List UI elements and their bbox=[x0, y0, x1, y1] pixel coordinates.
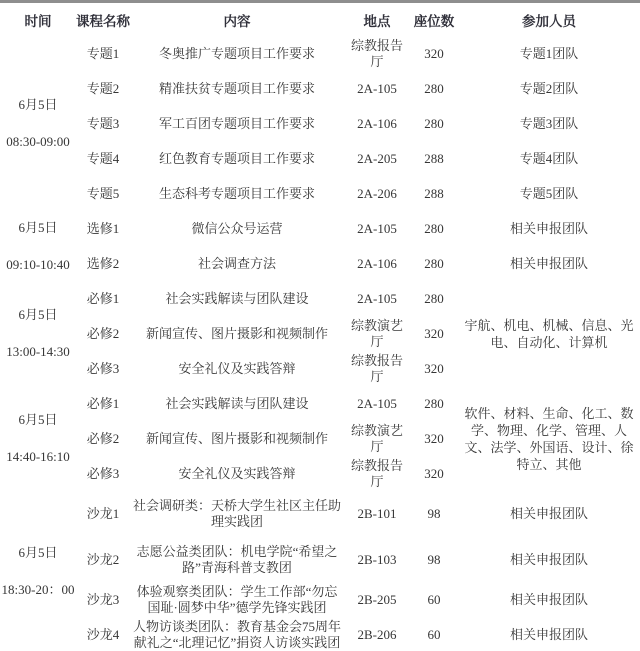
time-range-label: 08:30-09:00 bbox=[6, 134, 70, 149]
schedule-row bbox=[0, 141, 640, 176]
time-cell bbox=[0, 491, 76, 651]
location-cell: 2B-101 bbox=[357, 506, 397, 521]
seats-cell: 280 bbox=[424, 115, 444, 131]
course-cell: 必修2 bbox=[86, 430, 120, 446]
schedule-row bbox=[0, 281, 640, 316]
location-cell: 2A-105 bbox=[357, 80, 397, 96]
seats-cell: 280 bbox=[424, 80, 444, 96]
course-cell: 沙龙1 bbox=[86, 506, 120, 521]
participants-cell: 相关申报团队 bbox=[509, 551, 588, 567]
participants-cell: 相关申报团队 bbox=[509, 626, 588, 642]
location-cell: 2A-205 bbox=[357, 150, 397, 166]
header-seats: 座位数 bbox=[413, 13, 455, 29]
location-cell: 综教报告厅 bbox=[350, 352, 403, 384]
header-course: 课程名称 bbox=[76, 13, 130, 29]
location-cell: 综教演艺厅 bbox=[350, 317, 403, 349]
schedule-row bbox=[0, 491, 640, 537]
time-cell bbox=[0, 36, 76, 211]
content-cell: 微信公众号运营 bbox=[191, 220, 283, 236]
course-cell: 专题2 bbox=[86, 80, 120, 96]
location-cell: 2A-106 bbox=[357, 255, 397, 271]
schedule-table bbox=[0, 3, 640, 651]
seats-cell: 280 bbox=[424, 395, 444, 411]
location-cell: 2A-206 bbox=[357, 185, 397, 201]
seats-cell: 288 bbox=[424, 150, 444, 166]
participants-cell: 相关申报团队 bbox=[509, 506, 588, 521]
course-cell: 专题3 bbox=[86, 115, 120, 131]
seats-cell: 280 bbox=[424, 290, 444, 306]
course-cell: 选修1 bbox=[86, 220, 120, 236]
header-time: 时间 bbox=[24, 13, 52, 29]
time-cell bbox=[0, 211, 76, 281]
time-cell bbox=[0, 281, 76, 386]
participants-cell: 相关申报团队 bbox=[509, 591, 588, 607]
course-cell: 必修2 bbox=[86, 325, 120, 341]
location-cell: 2A-105 bbox=[357, 395, 397, 411]
schedule-row bbox=[0, 106, 640, 141]
time-cell bbox=[0, 386, 76, 491]
participants-cell: 相关申报团队 bbox=[509, 255, 588, 271]
seats-cell: 280 bbox=[424, 220, 444, 236]
content-cell: 志愿公益类团队：机电学院“希望之路”青海科普支教团 bbox=[136, 543, 338, 575]
content-cell: 新闻宣传、图片摄影和视频制作 bbox=[145, 325, 328, 341]
participants-merged-cell: 宇航、机电、机械、信息、光电、自动化、计算机 bbox=[464, 317, 634, 350]
seats-cell: 60 bbox=[427, 591, 441, 607]
location-cell: 2B-103 bbox=[357, 551, 397, 567]
seats-cell: 320 bbox=[424, 430, 444, 446]
location-cell: 综教报告厅 bbox=[350, 457, 403, 489]
time-range-label: 13:00-14:30 bbox=[6, 344, 70, 359]
date-label: 6月5日 bbox=[18, 412, 58, 427]
course-cell: 沙龙4 bbox=[86, 626, 120, 642]
course-cell: 必修3 bbox=[86, 360, 120, 376]
course-cell: 必修1 bbox=[86, 290, 120, 306]
time-range-label: 09:10-10:40 bbox=[6, 256, 70, 272]
content-cell: 人物访谈类团队：教育基金会75周年献礼之“北理记忆”捐资人访谈实践团 bbox=[133, 618, 342, 650]
course-cell: 选修2 bbox=[86, 255, 120, 271]
seats-cell: 288 bbox=[424, 185, 444, 201]
schedule-row bbox=[0, 246, 640, 281]
participants-merged-cell: 软件、材料、生命、化工、数学、物理、化学、管理、人文、法学、外国语、设计、徐特立、其他 bbox=[464, 405, 634, 472]
content-cell: 安全礼仪及实践答辩 bbox=[178, 465, 296, 481]
seats-cell: 98 bbox=[427, 551, 441, 567]
header-location: 地点 bbox=[363, 13, 391, 29]
content-cell: 新闻宣传、图片摄影和视频制作 bbox=[145, 430, 328, 446]
course-cell: 专题4 bbox=[86, 150, 120, 166]
location-cell: 2B-206 bbox=[357, 626, 397, 642]
location-cell: 2A-105 bbox=[357, 220, 397, 236]
participants-cell: 专题2团队 bbox=[519, 80, 579, 96]
seats-cell: 320 bbox=[424, 325, 444, 341]
content-cell: 社会调研类：天桥大学生社区主任助理实践团 bbox=[133, 498, 342, 529]
location-cell: 2A-105 bbox=[357, 290, 397, 306]
location-cell: 综教报告厅 bbox=[350, 37, 403, 69]
location-cell: 综教演艺厅 bbox=[350, 422, 403, 454]
content-cell: 红色教育专题项目工作要求 bbox=[158, 150, 315, 166]
schedule-row bbox=[0, 176, 640, 211]
participants-cell: 相关申报团队 bbox=[509, 220, 588, 236]
course-cell: 专题5 bbox=[86, 185, 120, 201]
participants-cell: 专题5团队 bbox=[519, 185, 579, 201]
date-label: 6月5日 bbox=[18, 219, 58, 235]
date-label: 6月5日 bbox=[18, 307, 58, 322]
content-cell: 体验观察类团队：学生工作部“勿忘国耻·圆梦中华”德学先锋实践团 bbox=[136, 583, 338, 615]
participants-cell: 专题3团队 bbox=[519, 115, 579, 131]
participants-cell: 专题4团队 bbox=[519, 150, 579, 166]
seats-cell: 320 bbox=[424, 45, 444, 61]
schedule-row bbox=[0, 211, 640, 246]
schedule-row bbox=[0, 617, 640, 651]
seats-cell: 320 bbox=[424, 465, 444, 481]
time-range-label: 14:40-16:10 bbox=[6, 449, 70, 464]
content-cell: 精准扶贫专题项目工作要求 bbox=[158, 80, 315, 96]
date-label: 6月5日 bbox=[18, 545, 58, 560]
schedule-row bbox=[0, 36, 640, 71]
header-content: 内容 bbox=[223, 13, 251, 29]
location-cell: 2A-106 bbox=[357, 115, 397, 131]
course-cell: 专题1 bbox=[86, 45, 120, 61]
schedule-row bbox=[0, 71, 640, 106]
seats-cell: 320 bbox=[424, 360, 444, 376]
date-label: 6月5日 bbox=[18, 97, 58, 112]
seats-cell: 60 bbox=[427, 626, 441, 642]
header-participants: 参加人员 bbox=[522, 13, 576, 29]
content-cell: 社会实践解读与团队建设 bbox=[165, 290, 309, 306]
header-row bbox=[0, 3, 640, 36]
time-range-label: 18:30-20：00 bbox=[1, 582, 75, 597]
content-cell: 冬奥推广专题项目工作要求 bbox=[158, 45, 315, 61]
course-cell: 必修1 bbox=[86, 395, 120, 411]
participants-cell: 专题1团队 bbox=[519, 45, 579, 61]
content-cell: 社会调查方法 bbox=[197, 255, 276, 271]
content-cell: 军工百团专题项目工作要求 bbox=[158, 115, 315, 131]
course-cell: 必修3 bbox=[86, 465, 120, 481]
schedule-row bbox=[0, 582, 640, 617]
schedule-row bbox=[0, 537, 640, 582]
seats-cell: 98 bbox=[427, 506, 441, 521]
course-cell: 沙龙3 bbox=[86, 591, 120, 607]
schedule-row bbox=[0, 386, 640, 421]
content-cell: 生态科考专题项目工作要求 bbox=[158, 185, 315, 201]
location-cell: 2B-205 bbox=[357, 591, 397, 607]
course-cell: 沙龙2 bbox=[86, 551, 120, 567]
content-cell: 社会实践解读与团队建设 bbox=[165, 395, 309, 411]
seats-cell: 280 bbox=[424, 255, 444, 271]
content-cell: 安全礼仪及实践答辩 bbox=[178, 360, 296, 376]
